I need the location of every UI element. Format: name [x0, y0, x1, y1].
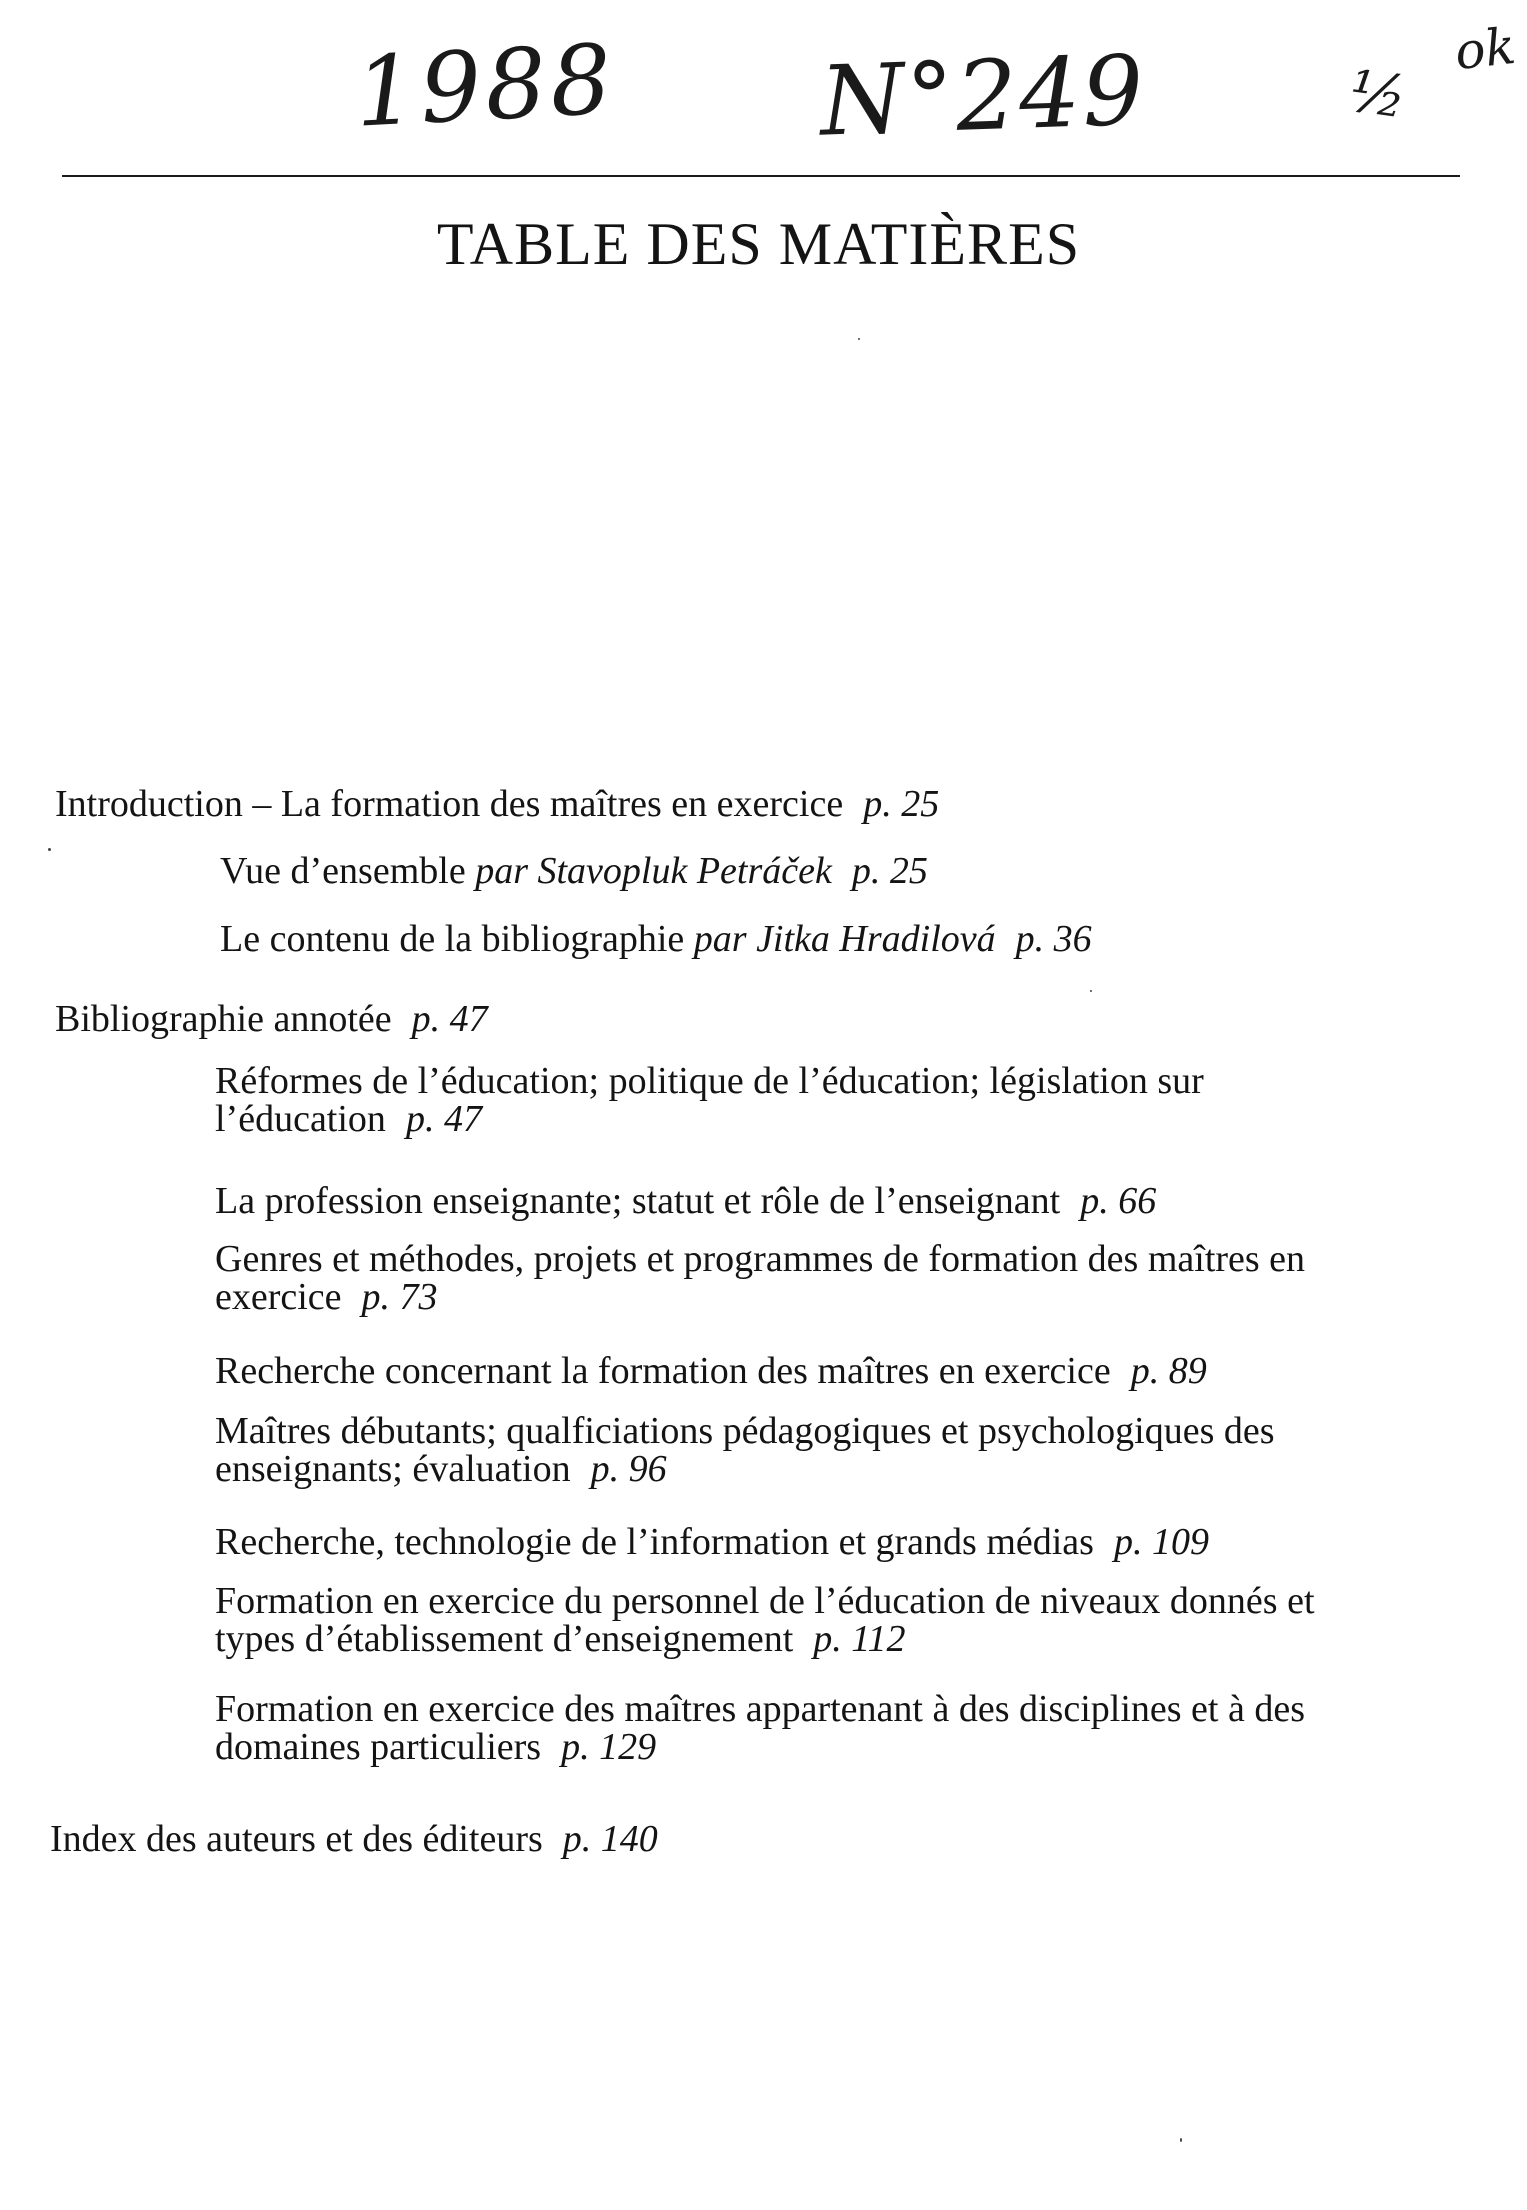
scan-speck: [48, 848, 51, 851]
toc-page-ref: p. 89: [1130, 1350, 1207, 1392]
toc-page-ref: p. 25: [863, 783, 940, 825]
header-rule: [62, 175, 1460, 177]
toc-page-ref: p. 96: [590, 1448, 667, 1490]
toc-page-ref: p. 112: [813, 1618, 906, 1660]
toc-page-ref: p. 109: [1113, 1521, 1209, 1563]
toc-entry-label: Formation en exercice du personnel de l’éducation de niveaux donnés et types d’établissement d’enseignement: [215, 1580, 1315, 1660]
handwritten-ok: ok: [1452, 17, 1519, 81]
toc-entry-label: Le contenu de la bibliographie: [220, 918, 694, 960]
toc-entry-label: Genres et méthodes, projets et programmes de formation des maîtres en exercice: [215, 1238, 1306, 1318]
toc-entry-label: Bibliographie annotée: [55, 998, 392, 1040]
page-title-text: TABLE DES MATIÈRES: [436, 211, 1081, 277]
toc-page-ref: p. 25: [851, 850, 928, 892]
toc-entry-disciplines: [215, 1690, 1335, 1766]
toc-page-ref: p. 36: [1015, 918, 1092, 960]
toc-page-ref: p. 47: [411, 998, 488, 1040]
handwritten-fraction: ½: [1345, 56, 1411, 132]
handwritten-year: 1988: [352, 23, 619, 149]
toc-entry-label: Formation en exercice des maîtres appartenant à des disciplines et à des domaines particuliers: [215, 1688, 1305, 1768]
toc-entry-vue-ensemble: [220, 852, 928, 890]
toc-entry-label: Vue d’ensemble: [220, 850, 476, 892]
scan-speck: [1180, 2138, 1182, 2142]
toc-entry-label: Introduction – La formation des maîtres en exercice: [55, 783, 844, 825]
toc-entry-genres: [215, 1240, 1335, 1316]
handwritten-number: N°249: [818, 34, 1148, 158]
toc-entry-label: La profession enseignante; statut et rôle de l’enseignant: [215, 1180, 1061, 1222]
toc-entry-reformes: [215, 1062, 1335, 1138]
toc-entry-recherche-formation: [215, 1352, 1335, 1390]
scan-speck: [1090, 990, 1092, 992]
toc-page-ref: p. 73: [361, 1276, 438, 1318]
toc-entry-technologie: [215, 1523, 1335, 1561]
toc-entry-index: [50, 1820, 658, 1858]
toc-entry-byline: par Jitka Hradilová: [693, 918, 996, 960]
toc-page-ref: p. 129: [561, 1726, 657, 1768]
toc-entry-bibliographie: [55, 1000, 488, 1038]
toc-entry-label: Index des auteurs et des éditeurs: [50, 1818, 543, 1860]
scan-speck: [858, 338, 860, 340]
toc-entry-maitres-debutants: [215, 1412, 1335, 1488]
toc-entry-label: Maîtres débutants; qualficiations pédagogiques et psychologiques des enseignants; évaluation: [215, 1410, 1275, 1490]
toc-entry-personnel: [215, 1582, 1335, 1658]
toc-entry-profession: [215, 1182, 1335, 1220]
toc-page-ref: p. 140: [562, 1818, 658, 1860]
toc-entry-label: Réformes de l’éducation; politique de l’éducation; législation sur l’éducation: [215, 1060, 1204, 1140]
toc-entry-byline: par Stavopluk Petráček: [475, 850, 832, 892]
toc-entry-label: Recherche concernant la formation des maîtres en exercice: [215, 1350, 1111, 1392]
toc-entry-contenu: [220, 920, 1092, 958]
page-title: [0, 210, 1527, 279]
toc-page-ref: p. 66: [1080, 1180, 1157, 1222]
toc-entry-label: Recherche, technologie de l’information et grands médias: [215, 1521, 1094, 1563]
toc-entry-introduction: [55, 785, 939, 823]
toc-page-ref: p. 47: [405, 1098, 482, 1140]
